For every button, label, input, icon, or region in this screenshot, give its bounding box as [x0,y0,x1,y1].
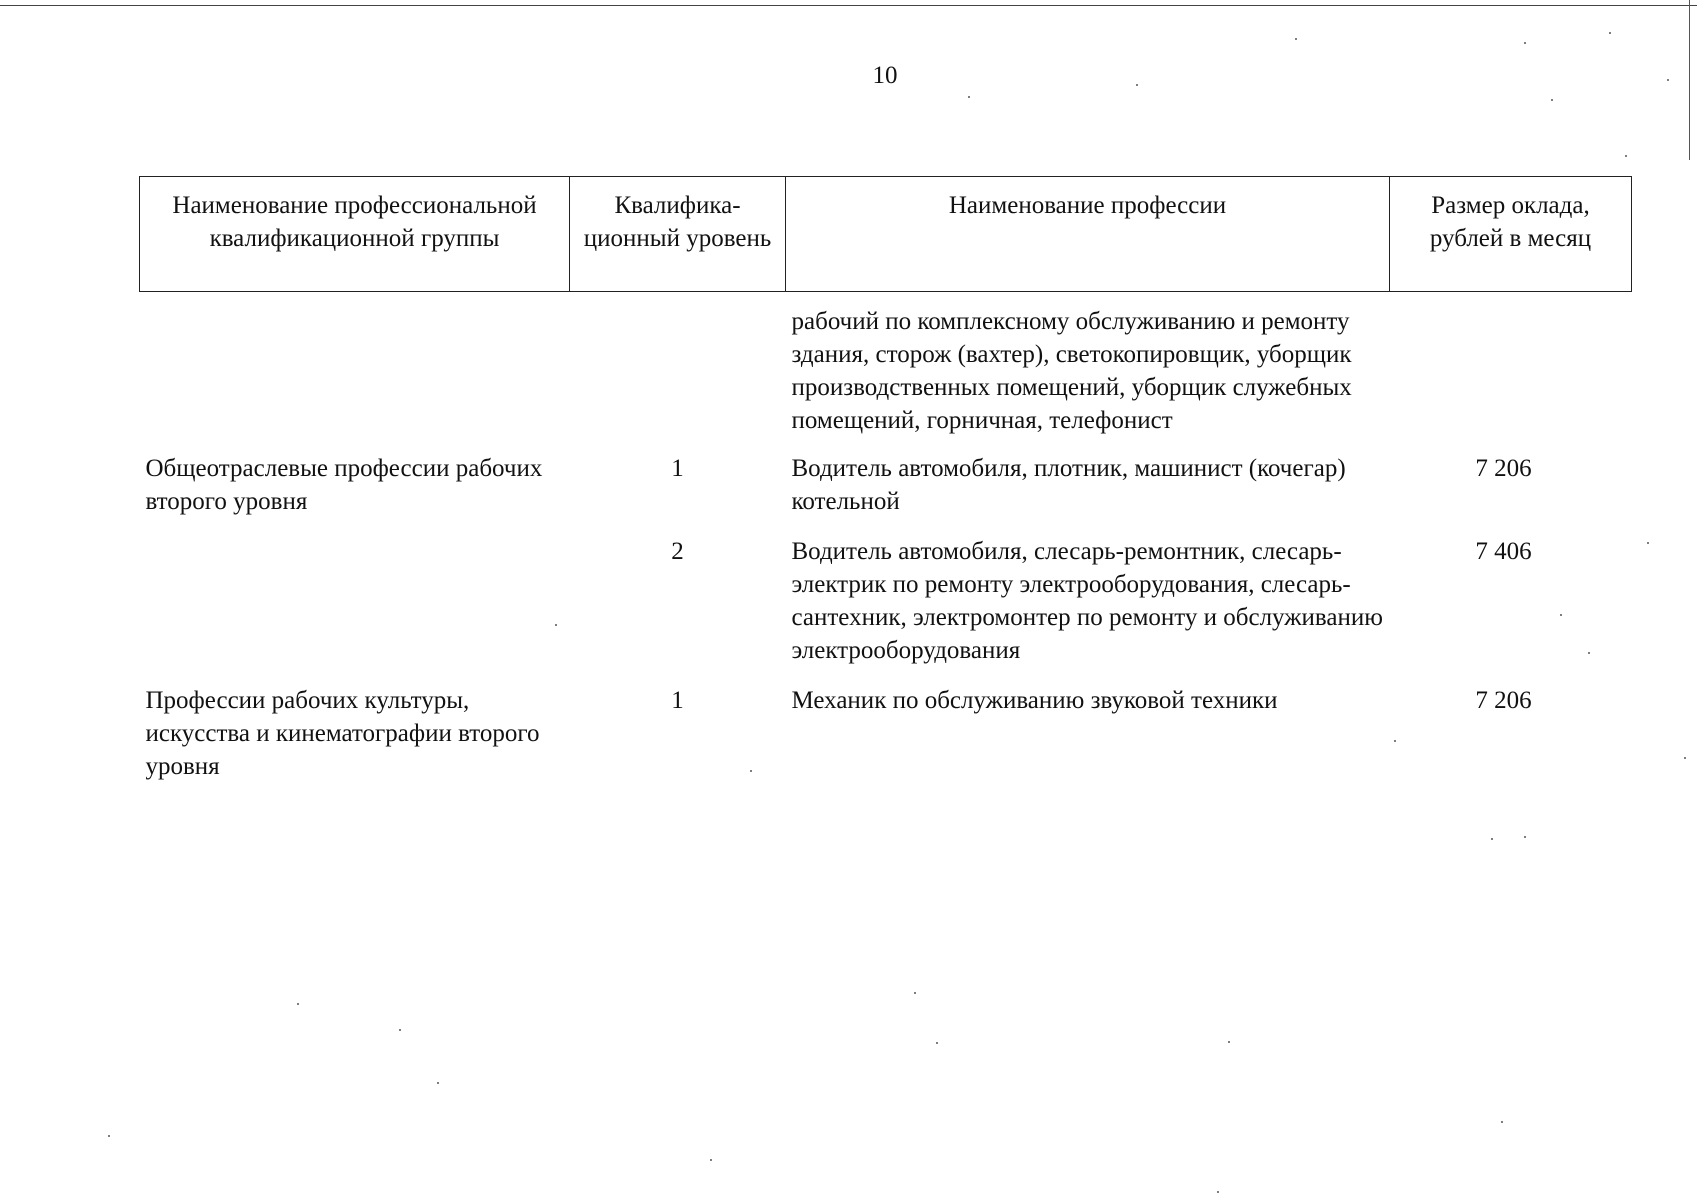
scan-speck [1551,99,1553,101]
scan-speck [1560,614,1562,616]
scan-speck [1501,1121,1503,1123]
scan-speck [1136,84,1138,86]
header-level: Квалифика-ционный уровень [570,177,786,292]
page-number: 10 [872,62,898,89]
header-profession: Наименование профессии [786,177,1390,292]
scan-speck [1667,79,1669,81]
table-row [140,667,1632,783]
salary-table [139,176,1632,783]
scan-speck [555,624,557,626]
group-cell [140,292,570,438]
scan-speck [914,992,916,994]
table-row [140,437,1632,518]
profession-cell: Водитель автомобиля, плотник, машинист (кочегар) котельной [791,455,1346,515]
scan-speck [1491,838,1493,840]
scan-speck [1524,42,1526,44]
page-border-top [0,5,1697,6]
profession-cell: Водитель автомобиля, слесарь-ремонтник, слесарь-электрик по ремонту электрооборудования, слесарь-сантехник, электромонтер по ремонту и обслуживанию электрооборудования [791,538,1383,664]
table-row [140,518,1632,667]
scan-speck [297,1003,299,1005]
scan-speck [1295,38,1297,40]
table-header [140,177,1632,292]
scan-speck [1394,740,1396,742]
header-row [140,177,1632,292]
group-cell: Общеотраслевые профессии рабочих второго уровня [145,455,543,515]
profession-cell: Механик по обслуживанию звуковой техники [791,687,1278,714]
salary-cell [1390,292,1632,438]
level-cell: 1 [671,455,684,482]
scan-speck [936,1042,938,1044]
scan-speck [750,770,752,772]
level-cell: 1 [671,687,684,714]
table-row [140,292,1632,438]
salary-cell: 7 406 [1475,538,1532,565]
scan-speck [437,1082,439,1084]
scan-speck [968,96,970,98]
profession-cell: рабочий по комплексному обслуживанию и ремонту здания, сторож (вахтер), светокопировщик, уборщик производственных помещений, уборщик служебных помещений, горничная, телефонист [791,308,1352,434]
scan-speck [1625,155,1627,157]
scan-speck [1217,1191,1219,1193]
salary-cell: 7 206 [1475,455,1532,482]
scan-speck [710,1159,712,1161]
scan-speck [1228,1041,1230,1043]
scan-speck [1647,542,1649,544]
salary-cell: 7 206 [1475,687,1532,714]
header-group: Наименование профессиональной квалификационной группы [140,177,570,292]
header-salary: Размер оклада, рублей в месяц [1390,177,1632,292]
table-body [140,292,1632,784]
group-cell [140,518,570,667]
level-cell [570,292,786,438]
level-cell: 2 [671,538,684,565]
scan-speck [108,1135,110,1137]
group-cell: Профессии рабочих культуры, искусства и кинематографии второго уровня [145,687,540,780]
scan-speck [1588,652,1590,654]
scan-speck [1684,757,1686,759]
scan-speck [399,1029,401,1031]
scan-speck [1609,32,1611,34]
scan-speck [1524,836,1526,838]
